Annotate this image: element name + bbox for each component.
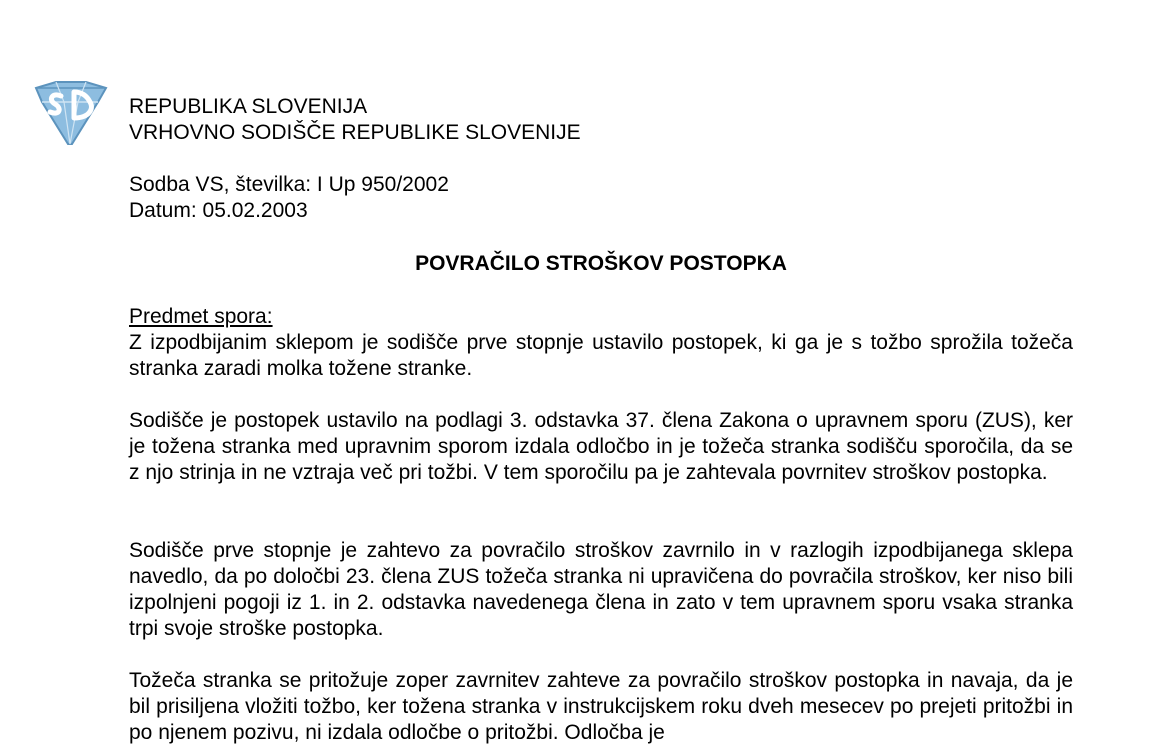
case-info xyxy=(129,172,1073,224)
court-emblem-icon xyxy=(28,78,112,148)
header-court: VRHOVNO SODIŠČE REPUBLIKE SLOVENIJE xyxy=(129,121,581,144)
paragraph-1: Z izpodbijanim sklepom je sodišče prve stopnje ustavilo postopek, ki ga je s tožbo sprožila tožeča stranka zaradi molka tožene stranke. xyxy=(129,331,1073,380)
header-republic: REPUBLIKA SLOVENIJA xyxy=(129,95,368,118)
case-date: Datum: 05.02.2003 xyxy=(129,199,308,222)
subject-label: Predmet spora: xyxy=(129,305,273,328)
paragraph-4: Tožeča stranka se pritožuje zoper zavrnitev zahteve za povračilo stroškov postopka in navaja, da je bil prisiljena vložiti tožbo, ker tožena stranka v instrukcijskem roku dveh mesecev po prejeti pritožbi in po njenem pozivu, ni izdala odločbe o pritožbi. Odločba je xyxy=(129,669,1073,744)
case-number: Sodba VS, številka: I Up 950/2002 xyxy=(129,173,449,196)
paragraph-3: Sodišče prve stopnje je zahtevo za povračilo stroškov zavrnilo in v razlogih izpodbijanega sklepa navedlo, da po določbi 23. člena ZUS tožeča stranka ni upravičena do povračila stroškov, ker niso bili izpolnjeni pogoji iz 1. in 2. odstavka navedenega člena in zato v tem upravnem sporu vsaka stranka trpi svoje stroške postopka. xyxy=(129,539,1073,640)
document-title: POVRAČILO STROŠKOV POSTOPKA xyxy=(415,252,787,275)
paragraph-2: Sodišče je postopek ustavilo na podlagi 3. odstavka 37. člena Zakona o upravnem sporu (ZUS), ker je tožena stranka med upravnim sporom izdala odločbo in je tožeča stranka sodišču sporočila, da se z njo strinja in ne vztraja več pri tožbi. V tem sporočilu pa je zahtevala povrnitev stroškov postopka. xyxy=(129,409,1073,484)
court-header xyxy=(129,94,1073,146)
